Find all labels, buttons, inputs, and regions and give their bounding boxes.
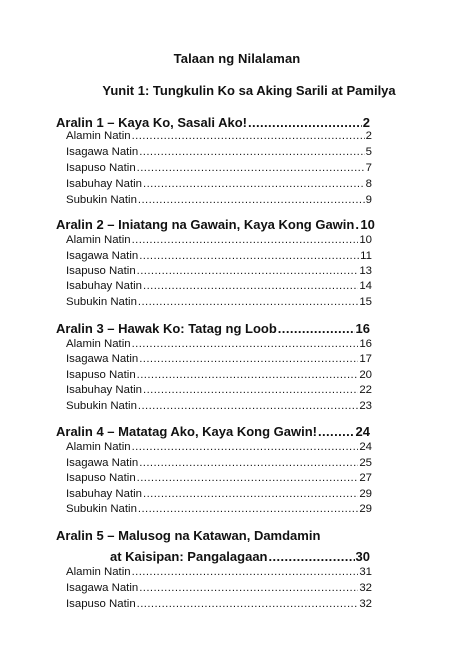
lesson-heading-2 xyxy=(56,217,375,233)
entry-page: 7 xyxy=(365,162,372,174)
entry-page: 11 xyxy=(360,250,372,262)
entry-page: 10 xyxy=(359,234,372,246)
toc-entry xyxy=(66,486,372,502)
entry-page: 25 xyxy=(359,457,372,469)
entry-label: Alamin Natin xyxy=(66,234,131,246)
leader-dots xyxy=(137,367,359,383)
entry-label: Isapuso Natin xyxy=(66,369,136,381)
entry-label: Isagawa Natin xyxy=(66,250,139,262)
toc-entry xyxy=(66,192,372,208)
leader-dots xyxy=(137,470,359,486)
lesson-title: Aralin 4 – Matatag Ako, Kaya Kong Gawin! xyxy=(56,424,318,439)
toc-entry xyxy=(66,263,372,279)
lesson-title: Aralin 5 – Malusog na Katawan, Damdamin xyxy=(56,528,321,543)
lesson-heading-5-cont xyxy=(110,549,370,565)
lesson-heading-5 xyxy=(56,528,370,544)
toc-entry xyxy=(66,501,372,517)
entry-label: Alamin Natin xyxy=(66,338,131,350)
toc-entry xyxy=(66,382,372,398)
leader-dots xyxy=(143,382,358,398)
lesson-title-cont: at Kaisipan: Pangalagaan xyxy=(110,549,268,564)
entry-page: 22 xyxy=(359,384,372,396)
entry-page: 27 xyxy=(359,472,372,484)
entry-page: 14 xyxy=(359,280,372,292)
entry-label: Isabuhay Natin xyxy=(66,384,142,396)
leader-dots xyxy=(355,217,359,233)
toc-entry xyxy=(66,144,372,160)
entry-label: Isapuso Natin xyxy=(66,265,136,277)
entry-page: 15 xyxy=(359,296,372,308)
entry-page: 32 xyxy=(359,582,372,594)
leader-dots xyxy=(138,294,358,310)
toc-entry xyxy=(66,470,372,486)
entry-label: Isagawa Natin xyxy=(66,146,139,158)
entry-label: Isabuhay Natin xyxy=(66,280,142,292)
toc-entry xyxy=(66,278,372,294)
entry-page: 32 xyxy=(359,598,372,610)
entry-page: 31 xyxy=(359,566,372,578)
lesson-title: Aralin 2 – Iniatang na Gawain, Kaya Kong Gawin xyxy=(56,217,355,232)
leader-dots xyxy=(132,564,359,580)
entry-page: 20 xyxy=(359,369,372,381)
toc-entry xyxy=(66,248,372,264)
leader-dots xyxy=(143,176,365,192)
lesson-page: 24 xyxy=(355,424,370,439)
leader-dots xyxy=(278,321,355,337)
lesson-heading-4 xyxy=(56,424,370,440)
entry-page: 29 xyxy=(359,503,372,515)
leader-dots xyxy=(139,248,359,264)
entry-label: Alamin Natin xyxy=(66,130,131,142)
entry-label: Subukin Natin xyxy=(66,296,137,308)
entry-page: 13 xyxy=(359,265,372,277)
unit-heading: Yunit 1: Tungkulin Ko sa Aking Sarili at Pamilya xyxy=(102,83,396,98)
toc-entry xyxy=(66,398,372,414)
entry-label: Subukin Natin xyxy=(66,194,137,206)
entry-label: Subukin Natin xyxy=(66,503,137,515)
entry-page: 5 xyxy=(365,146,372,158)
lesson-page: 30 xyxy=(355,549,370,564)
leader-dots xyxy=(138,398,358,414)
entry-label: Isagawa Natin xyxy=(66,353,139,365)
lesson-page: 2 xyxy=(362,115,370,130)
toc-entry xyxy=(66,128,372,144)
lesson-page: 16 xyxy=(355,321,370,336)
toc-entry xyxy=(66,367,372,383)
entry-label: Alamin Natin xyxy=(66,566,131,578)
leader-dots xyxy=(139,144,364,160)
entry-page: 24 xyxy=(359,441,372,453)
toc-entry xyxy=(66,294,372,310)
leader-dots xyxy=(132,232,359,248)
toc-entry xyxy=(66,439,372,455)
leader-dots xyxy=(139,455,358,471)
leader-dots xyxy=(139,351,358,367)
toc-entry xyxy=(66,564,372,580)
leader-dots xyxy=(269,549,355,565)
lesson-title: Aralin 3 – Hawak Ko: Tatag ng Loob xyxy=(56,321,277,336)
leader-dots xyxy=(318,424,355,440)
leader-dots xyxy=(137,160,365,176)
entry-page: 17 xyxy=(359,353,372,365)
toc-entry xyxy=(66,596,372,612)
entry-page: 9 xyxy=(365,194,372,206)
leader-dots xyxy=(137,596,359,612)
entry-page: 16 xyxy=(359,338,372,350)
entry-label: Isapuso Natin xyxy=(66,598,136,610)
leader-dots xyxy=(143,486,358,502)
entry-label: Isagawa Natin xyxy=(66,582,139,594)
entry-label: Isabuhay Natin xyxy=(66,178,142,190)
entry-label: Isabuhay Natin xyxy=(66,488,142,500)
entry-page: 2 xyxy=(365,130,372,142)
leader-dots xyxy=(138,501,358,517)
leader-dots xyxy=(139,580,358,596)
entry-page: 29 xyxy=(359,488,372,500)
entry-label: Alamin Natin xyxy=(66,441,131,453)
entry-label: Isagawa Natin xyxy=(66,457,139,469)
leader-dots xyxy=(132,128,365,144)
leader-dots xyxy=(138,192,365,208)
entry-label: Subukin Natin xyxy=(66,400,137,412)
toc-entry xyxy=(66,351,372,367)
entry-label: Isapuso Natin xyxy=(66,162,136,174)
leader-dots xyxy=(132,439,359,455)
toc-entry xyxy=(66,232,372,248)
toc-entry xyxy=(66,580,372,596)
leader-dots xyxy=(132,336,359,352)
entry-page: 8 xyxy=(365,178,372,190)
leader-dots xyxy=(143,278,358,294)
entry-page: 23 xyxy=(359,400,372,412)
entry-label: Isapuso Natin xyxy=(66,472,136,484)
lesson-page: 10 xyxy=(360,217,375,232)
lesson-heading-3 xyxy=(56,321,370,337)
leader-dots xyxy=(137,263,359,279)
toc-entry xyxy=(66,176,372,192)
lesson-title: Aralin 1 – Kaya Ko, Sasali Ako! xyxy=(56,115,247,130)
toc-entry xyxy=(66,455,372,471)
toc-entry xyxy=(66,336,372,352)
toc-entry xyxy=(66,160,372,176)
toc-title: Talaan ng Nilalaman xyxy=(173,51,301,66)
